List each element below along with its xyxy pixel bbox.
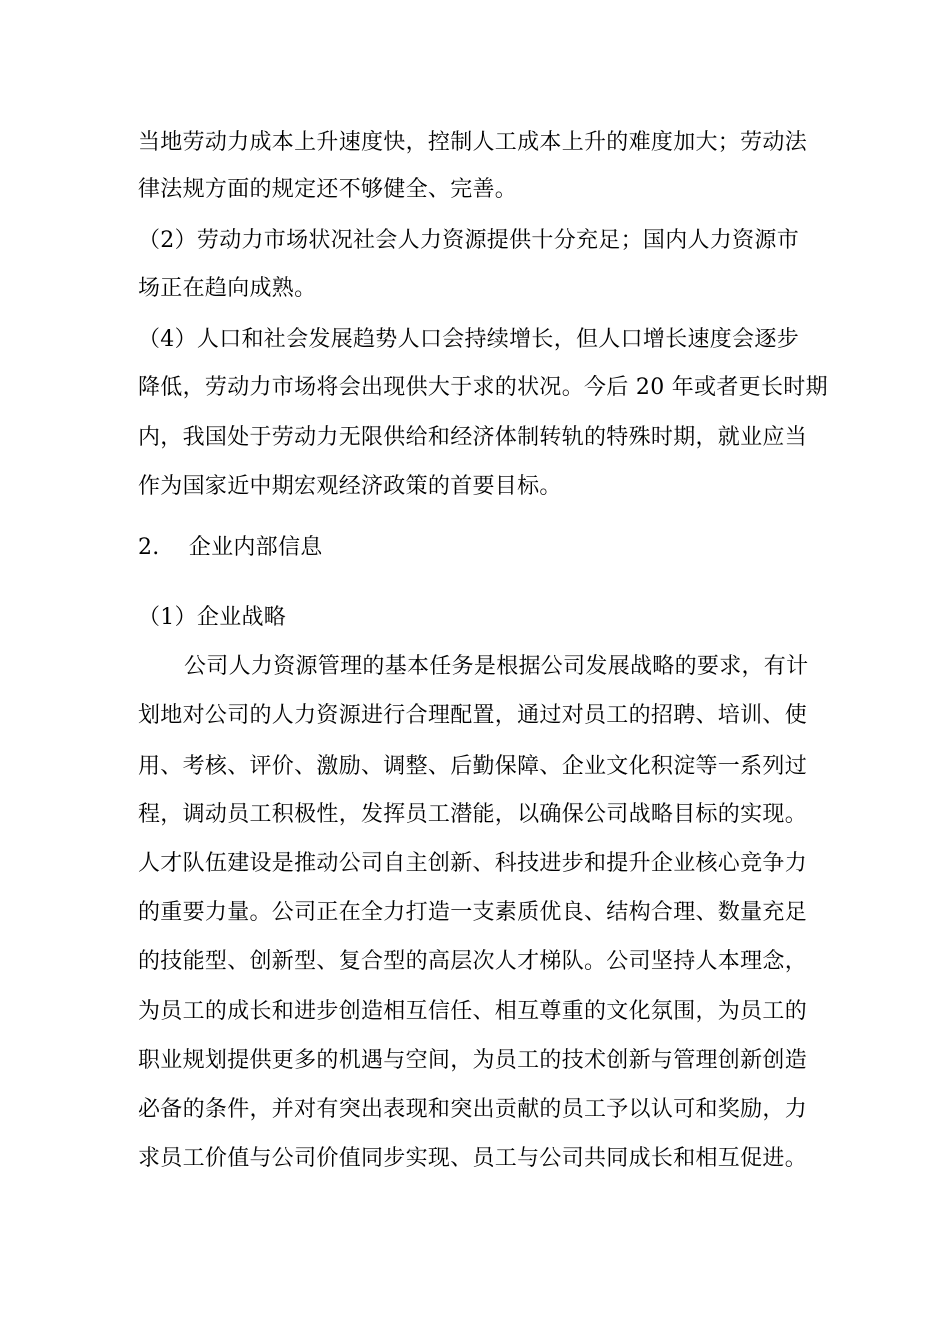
subsection-heading: （1）企业战略 [138, 605, 287, 630]
text-line: 公司人力资源管理的基本任务是根据公司发展战略的要求，有计 [184, 654, 809, 679]
text-line: 内，我国处于劳动力无限供给和经济体制转轨的特殊时期，就业应当 [138, 425, 808, 450]
text-line: （2）劳动力市场状况社会人力资源提供十分充足；国内人力资源市 [138, 228, 799, 253]
text-line: 求员工价值与公司价值同步实现、员工与公司共同成长和相互促进。 [138, 1146, 808, 1171]
text-line: 人才队伍建设是推动公司自主创新、科技进步和提升企业核心竞争力 [138, 851, 808, 876]
text-line: 程，调动员工积极性，发挥员工潜能，以确保公司战略目标的实现。 [138, 802, 808, 827]
text-line: 的技能型、创新型、复合型的高层次人才梯队。公司坚持人本理念， [138, 949, 808, 974]
text-line: 用、考核、评价、激励、调整、后勤保障、企业文化积淀等一系列过 [138, 754, 808, 779]
text-line: （4）人口和社会发展趋势人口会持续增长，但人口增长速度会逐步 [138, 327, 799, 352]
text-line: 场正在趋向成熟。 [138, 276, 317, 301]
text-line: 的重要力量。公司正在全力打造一支素质优良、结构合理、数量充足 [138, 900, 808, 925]
text-line: 当地劳动力成本上升速度快，控制人工成本上升的难度加大；劳动法 [138, 130, 808, 155]
text-line: 职业规划提供更多的机遇与空间，为员工的技术创新与管理创新创造 [138, 1048, 808, 1073]
text-line: 作为国家近中期宏观经济政策的首要目标。 [138, 474, 562, 499]
section-heading: 2. 企业内部信息 [138, 535, 323, 560]
text-line: 降低，劳动力市场将会出现供大于求的状况。今后 20 年或者更长时期 [138, 375, 828, 400]
text-line: 划地对公司的人力资源进行合理配置，通过对员工的招聘、培训、使 [138, 703, 808, 728]
text-line: 为员工的成长和进步创造相互信任、相互尊重的文化氛围，为员工的 [138, 999, 808, 1024]
text-line: 必备的条件，并对有突出表现和突出贡献的员工予以认可和奖励，力 [138, 1097, 808, 1122]
text-line: 律法规方面的规定还不够健全、完善。 [138, 177, 518, 202]
